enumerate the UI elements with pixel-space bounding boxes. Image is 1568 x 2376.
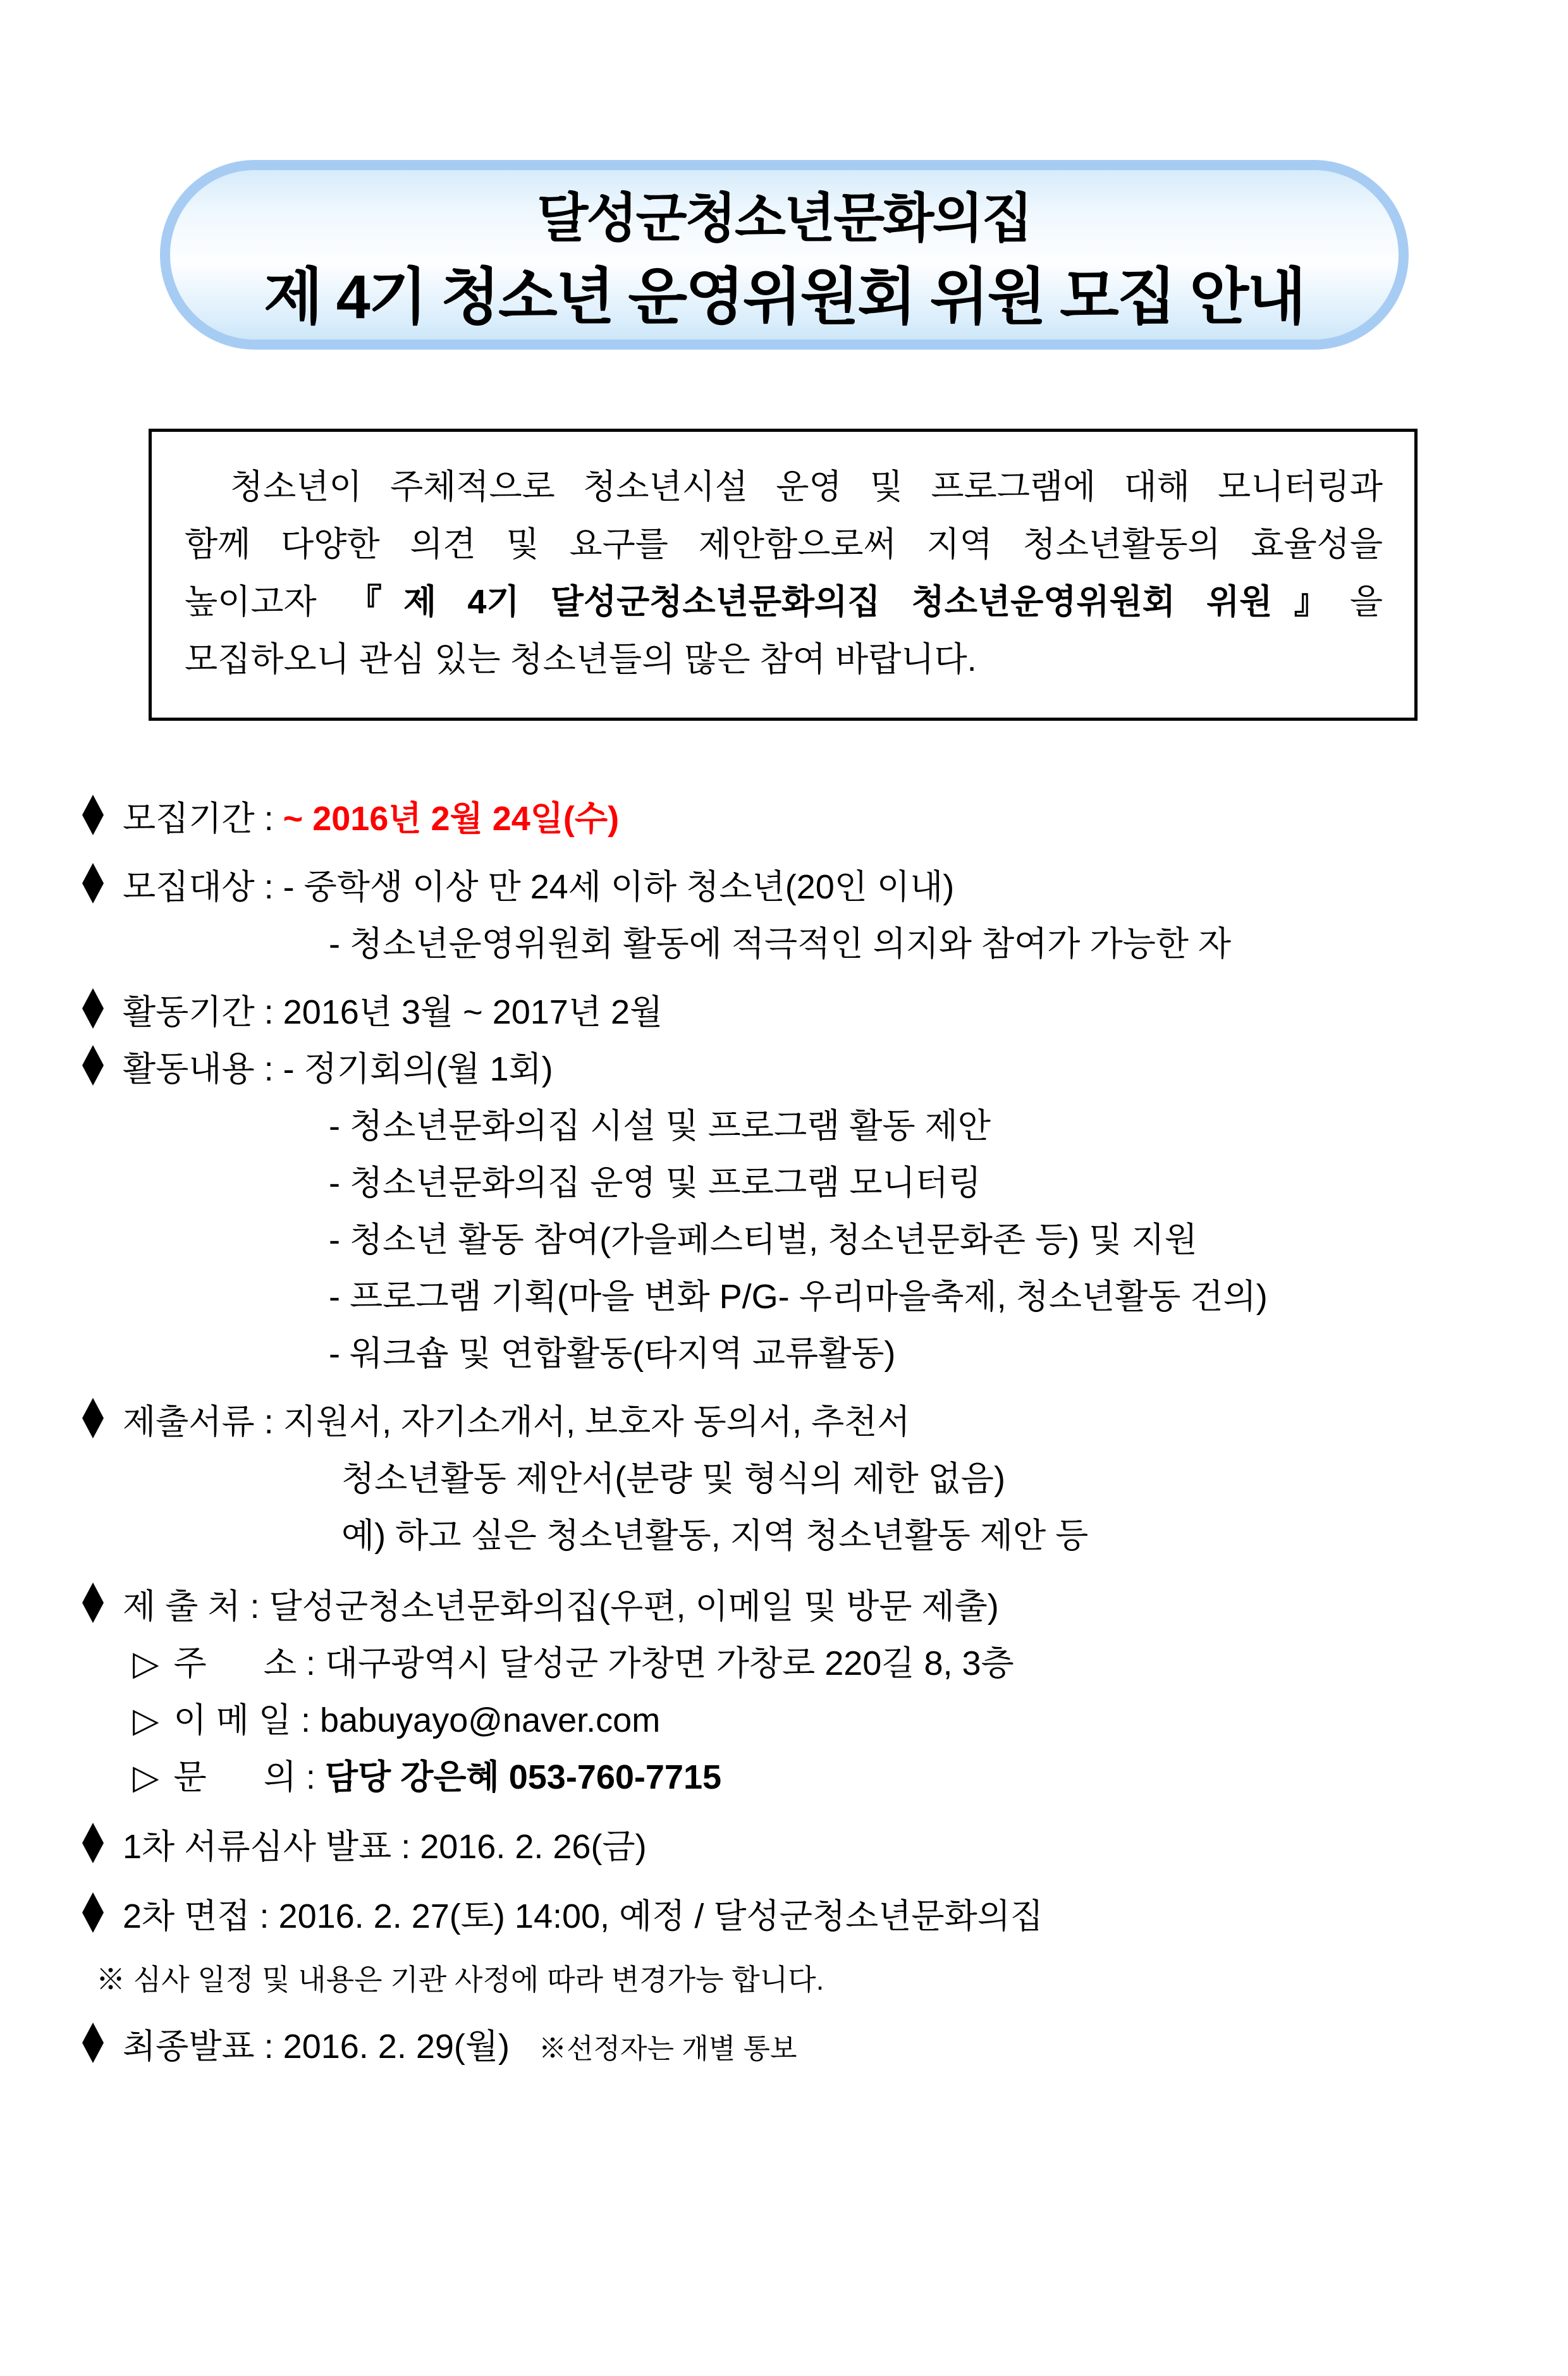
intro-line-4: 모집하오니 관심 있는 청소년들의 많은 참여 바랍니다. xyxy=(185,640,977,678)
activity-content-row xyxy=(82,1041,1568,1098)
activity-content-value: - 정기회의(월 1회) xyxy=(283,1050,553,1088)
intro-box xyxy=(149,429,1418,721)
intro-line-3 xyxy=(185,573,1383,631)
triangle-bullet-icon: ▷ xyxy=(133,1644,159,1682)
email-label: 이 메 일 : xyxy=(164,1701,321,1739)
activity-content-cont-4: - 프로그램 기획(마을 변화 P/G- 우리마을축제, 청소년활동 건의) xyxy=(329,1278,1268,1316)
recruit-target-label: 모집대상 : xyxy=(123,868,283,906)
documents-cont-2: 예) 하고 싶은 청소년활동, 지역 청소년활동 제안 등 xyxy=(341,1517,1089,1555)
recruit-target-cont: - 청소년운영위원회 활동에 적극적인 의지와 참여가 가능한 자 xyxy=(329,925,1232,963)
diamond-bullet-icon xyxy=(82,1398,104,1438)
contact-row xyxy=(82,1749,1568,1806)
intro-line-3-post: 을 xyxy=(1349,583,1383,621)
recruit-period-value: ~ 2016년 2월 24일(수) xyxy=(283,800,620,838)
page-title: 제 4기 청소년 운영위원회 위원 모집 안내 xyxy=(264,262,1304,331)
recruit-target-row xyxy=(82,859,1568,915)
diamond-bullet-icon xyxy=(82,2023,104,2063)
intro-line-1: 청소년이 주체적으로 청소년시설 운영 및 프로그램에 대해 모니터링과 xyxy=(230,468,1383,506)
triangle-bullet-icon: ▷ xyxy=(133,1701,159,1739)
diamond-bullet-icon xyxy=(82,1045,104,1086)
submit-to-row xyxy=(82,1578,1568,1635)
triangle-bullet-icon: ▷ xyxy=(133,1758,159,1796)
activity-period-value: 2016년 3월 ~ 2017년 2월 xyxy=(283,993,663,1031)
intro-line-3-emphasis: 『제 4기 달성군청소년문화의집 청소년운영위원회 위원』 xyxy=(347,583,1350,621)
contact-label: 문 의 : xyxy=(164,1758,325,1796)
documents-label: 제출서류 : xyxy=(123,1403,283,1441)
interview-value: 2016. 2. 27(토) 14:00, 예정 / 달성군청소년문화의집 xyxy=(278,1897,1044,1935)
diamond-bullet-icon xyxy=(82,988,104,1029)
first-result-row xyxy=(82,1818,1568,1875)
final-result-note: ※선정자는 개별 통보 xyxy=(539,2033,797,2064)
submit-to-label: 제 출 처 : xyxy=(123,1588,269,1626)
diamond-bullet-icon xyxy=(82,1823,104,1863)
activity-content-cont-3: - 청소년 활동 참여(가을페스티벌, 청소년문화존 등) 및 지원 xyxy=(329,1221,1197,1259)
address-value: 대구광역시 달성군 가창면 가창로 220길 8, 3층 xyxy=(324,1644,1014,1682)
activity-content-cont-5: - 워크숍 및 연합활동(타지역 교류활동) xyxy=(329,1335,896,1373)
diamond-bullet-icon xyxy=(82,1892,104,1933)
recruit-target-value: - 중학생 이상 만 24세 이하 청소년(20인 이내) xyxy=(283,868,955,906)
interview-note: ※ 심사 일정 및 내용은 기관 사정에 따라 변경가능 합니다. xyxy=(96,1963,824,1996)
activity-period-label: 활동기간 : xyxy=(123,993,283,1031)
first-result-label: 1차 서류심사 발표 : xyxy=(123,1828,420,1866)
activity-period-row xyxy=(82,984,1568,1041)
documents-row xyxy=(82,1393,1568,1450)
announcement-page xyxy=(0,160,1568,2078)
final-result-label: 최종발표 : xyxy=(123,2028,283,2066)
intro-line-3-pre: 높이고자 xyxy=(185,583,348,621)
activity-content-label: 활동내용 : xyxy=(123,1050,283,1088)
documents-cont-1: 청소년활동 제안서(분량 및 형식의 제한 없음) xyxy=(341,1460,1005,1498)
org-title: 달성군청소년문화의집 xyxy=(537,188,1031,248)
contact-value: 담당 강은혜 053-760-7715 xyxy=(324,1758,722,1796)
interview-row xyxy=(82,1888,1568,1945)
interview-label: 2차 면접 : xyxy=(123,1897,279,1935)
email-row xyxy=(82,1692,1568,1749)
activity-content-cont-1: - 청소년문화의집 시설 및 프로그램 활동 제안 xyxy=(329,1107,991,1145)
documents-value: 지원서, 자기소개서, 보호자 동의서, 추천서 xyxy=(283,1403,910,1441)
recruit-period-label: 모집기간 : xyxy=(123,800,283,838)
email-value: babuyayo@naver.com xyxy=(320,1701,661,1739)
intro-line-2: 함께 다양한 의견 및 요구를 제안함으로써 지역 청소년활동의 효율성을 xyxy=(185,525,1383,563)
address-row xyxy=(82,1635,1568,1692)
info-list xyxy=(82,790,1568,2078)
diamond-bullet-icon xyxy=(82,795,104,835)
first-result-value: 2016. 2. 26(금) xyxy=(420,1828,647,1866)
final-result-row xyxy=(82,2018,1568,2078)
title-banner xyxy=(160,160,1409,350)
diamond-bullet-icon xyxy=(82,1583,104,1623)
submit-to-value: 달성군청소년문화의집(우편, 이메일 및 방문 제출) xyxy=(269,1588,999,1626)
final-result-value: 2016. 2. 29(월) xyxy=(283,2028,510,2066)
recruit-period-row xyxy=(82,790,1568,847)
diamond-bullet-icon xyxy=(82,863,104,903)
activity-content-cont-2: - 청소년문화의집 운영 및 프로그램 모니터링 xyxy=(329,1164,981,1202)
address-label: 주 소 : xyxy=(164,1644,325,1682)
